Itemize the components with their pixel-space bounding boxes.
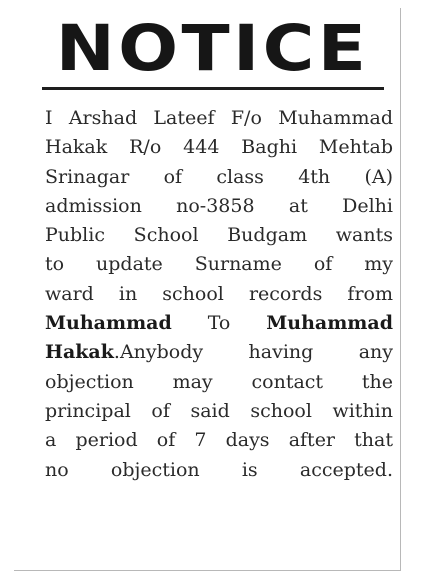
- after-name-text: .Anybody having any: [113, 341, 393, 364]
- old-surname: Muhammad: [45, 312, 172, 335]
- notice-line-3: Srinagar of class 4th (A): [45, 165, 393, 188]
- notice-line-13: no objection is accepted.: [45, 458, 393, 481]
- notice-line-12: a period of 7 days after that: [45, 429, 393, 452]
- notice-line-11: principal of said school within: [45, 399, 393, 422]
- notice-title: NOTICE: [55, 12, 370, 85]
- new-name-first: Muhammad: [266, 312, 393, 335]
- connector-word: To: [207, 312, 231, 335]
- notice-line-4: admission no-3858 at Delhi: [45, 194, 393, 217]
- notice-line-6: to update Surname of my: [45, 253, 393, 276]
- notice-body: [45, 104, 393, 485]
- notice-line-8: [45, 309, 393, 338]
- notice-line-5: Public School Budgam wants: [45, 224, 393, 247]
- notice-line-1: I Arshad Lateef F/o Muhammad: [45, 107, 393, 129]
- notice-box: [14, 8, 401, 571]
- notice-line-7: ward in school records from: [45, 282, 393, 305]
- title-underline: [42, 87, 384, 90]
- notice-line-2: Hakak R/o 444 Baghi Mehtab: [45, 136, 393, 159]
- notice-line-9: [45, 338, 393, 367]
- new-name-second: Hakak: [45, 341, 114, 364]
- notice-line-10: objection may contact the: [45, 370, 393, 393]
